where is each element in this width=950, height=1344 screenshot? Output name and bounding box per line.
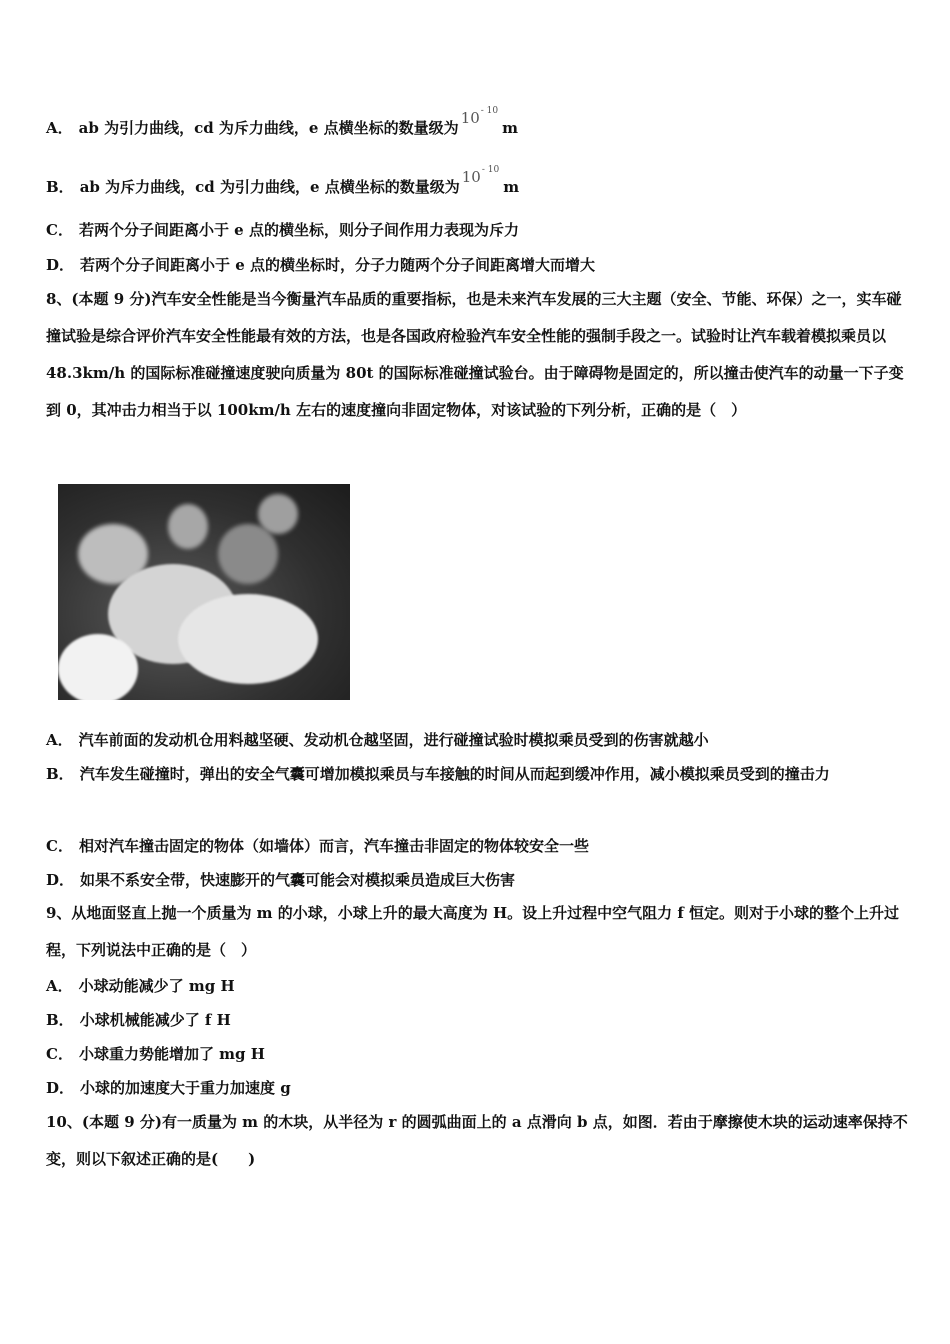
option-letter: B．	[46, 178, 74, 196]
q7-option-c	[46, 220, 519, 240]
option-letter: C．	[46, 1045, 73, 1063]
q10-stem: 10、(本题 9 分)有一质量为 m 的木块，从半径为 r 的圆弧曲面上的 a 点滑向 b 点，如图．若由于摩擦使木块的运动速率保持不变，则以下叙述正确的是( )	[46, 1113, 908, 1168]
q8-option-c	[46, 836, 589, 856]
exponent-expression: $10^{- 10}$	[460, 106, 499, 127]
option-letter: D．	[46, 256, 75, 274]
q8-stem: 8、(本题 9 分)汽车安全性能是当今衡量汽车品质的重要指标，也是未来汽车发展的三大主题（安全、节能、环保）之一，实车碰撞试验是综合评价汽车安全性能最有效的方法，也是各国政府检验汽车安全性能的强制手段之一。试验时让汽车载着模拟乘员以 48.3km/h 的国际标准碰撞速度驶向质量为 80t 的国际标准碰撞试验台。由于障碍物是固定的，所以撞击使汽车的动量一下子变到 0，其冲击力相当于以 100km/h 左右的速度撞向非固定物体，对该试验的下列分析，正确的是（ ）	[46, 290, 904, 419]
exponent-expression: $10^{- 10}$	[461, 165, 500, 186]
option-letter: A．	[46, 119, 73, 137]
option-text: 小球重力势能增加了 mg H	[78, 1045, 265, 1063]
option-letter: A．	[46, 977, 73, 995]
option-text: 汽车发生碰撞时，弹出的安全气囊可增加模拟乘员与车接触的时间从而起到缓冲作用，减小模拟乘员受到的撞击力	[79, 765, 830, 783]
option-text: 若两个分子间距离小于 e 点的横坐标，则分子间作用力表现为斥力	[78, 221, 519, 239]
q9-option-c	[46, 1044, 265, 1064]
option-letter: C．	[46, 221, 73, 239]
option-text: ab 为引力曲线，cd 为斥力曲线，e 点横坐标的数量级为	[78, 119, 459, 137]
crash-test-photo	[58, 484, 350, 700]
option-letter: D．	[46, 871, 75, 889]
q8-option-a	[46, 730, 709, 750]
q8-option-d	[46, 870, 515, 890]
option-text: 小球机械能减少了 f H	[79, 1011, 231, 1029]
option-letter: B．	[46, 1011, 74, 1029]
q7-option-d	[46, 255, 595, 275]
q9-option-a	[46, 976, 235, 996]
unit: m	[502, 119, 519, 137]
option-text: 小球动能减少了 mg H	[78, 977, 235, 995]
option-letter: C．	[46, 837, 73, 855]
q7-option-a	[46, 106, 519, 138]
option-text: 如果不系安全带，快速膨开的气囊可能会对模拟乘员造成巨大伤害	[80, 871, 516, 889]
unit: m	[503, 178, 520, 196]
q9-stem: 9、从地面竖直上抛一个质量为 m 的小球，小球上升的最大高度为 H。设上升过程中空气阻力 f 恒定。则对于小球的整个上升过程，下列说法中正确的是（ ）	[46, 904, 900, 959]
option-text: 相对汽车撞击固定的物体（如墙体）而言，汽车撞击非固定的物体较安全一些	[78, 837, 589, 855]
option-letter: A．	[46, 731, 73, 749]
q9-option-d	[46, 1078, 291, 1098]
q7-option-b	[46, 165, 520, 197]
option-text: 汽车前面的发动机仓用料越坚硬、发动机仓越坚固，进行碰撞试验时模拟乘员受到的伤害就越小	[78, 731, 709, 749]
option-text: 小球的加速度大于重力加速度 g	[80, 1079, 291, 1097]
option-text: ab 为斥力曲线，cd 为引力曲线，e 点横坐标的数量级为	[79, 178, 460, 196]
option-letter: B．	[46, 765, 74, 783]
q8-option-b	[46, 756, 908, 793]
option-text: 若两个分子间距离小于 e 点的横坐标时，分子力随两个分子间距离增大而增大	[80, 256, 596, 274]
option-letter: D．	[46, 1079, 75, 1097]
q9-option-b	[46, 1010, 231, 1030]
